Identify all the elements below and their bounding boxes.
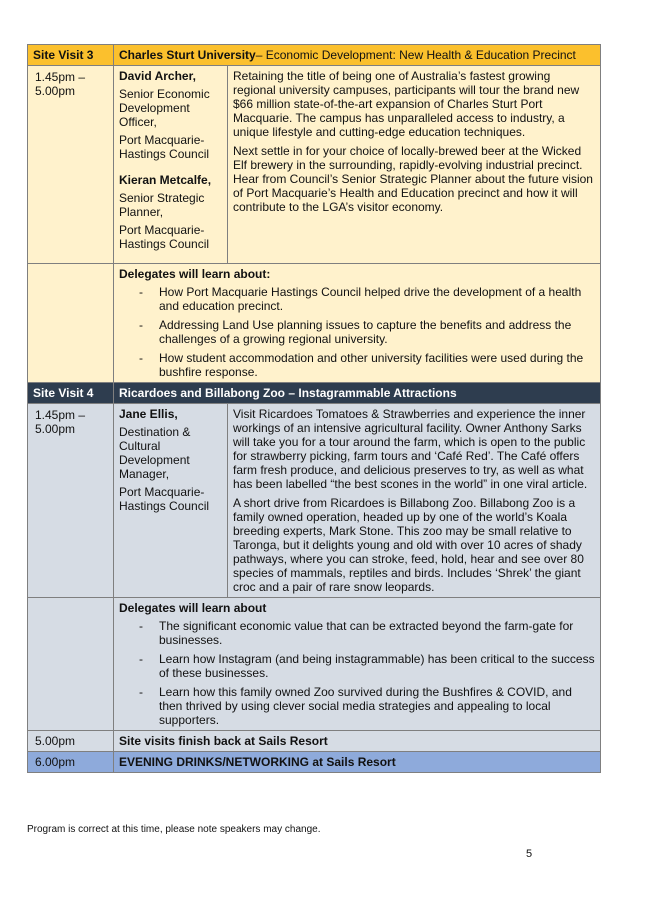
learn-title: Delegates will learn about:	[119, 267, 271, 281]
finish-time: 5.00pm	[28, 731, 114, 752]
speaker-org: Port Macquarie-Hastings Council	[119, 485, 210, 513]
description-paragraph: A short drive from Ricardoes is Billabong Zoo. Billabong Zoo is a family owned operation, headed up by one of the world’s Koala breeding experts, Mark Stone. This zoo may be small relative to Taronga, but it delights young and old with over 10 acres of shady pathways, where you can stroke, feed, hold, hear and see over 80 species of mammals, reptiles and birds. Includes ‘Shrek’ the giant croc and a pair of rare snow leopards.	[233, 496, 584, 594]
speaker-org: Port Macquarie-Hastings Council	[119, 133, 210, 161]
site-visit-3-learn-row	[28, 264, 601, 383]
site-visit-3-time: 1.45pm – 5.00pm	[28, 66, 114, 264]
learn-item: - Learn how this family owned Zoo survived during the Bushfires & COVID, and then thrived by using clever social media strategies and appealing to local supporters.	[139, 685, 595, 727]
speaker-role: Senior Strategic Planner,	[119, 191, 205, 219]
learn-item: - The significant economic value that can be extracted beyond the farm-gate for businesses.	[139, 619, 595, 647]
learn-item: - Addressing Land Use planning issues to capture the benefits and address the challenges of a growing regional university.	[139, 318, 595, 346]
site-visit-4-details	[28, 404, 601, 598]
learn-list	[119, 619, 595, 727]
speaker-org: Port Macquarie-Hastings Council	[119, 223, 210, 251]
site-visit-3-description	[228, 66, 601, 264]
description-paragraph: Retaining the title of being one of Australia’s fastest growing regional university campuses, participants will tour the brand new $66 million state-of-the-art expansion of Charles Sturt Port Macquarie. The campus has unparalleled access to industry, a unique lifestyle and cutting-edge education techniques.	[233, 69, 580, 139]
drinks-text: EVENING DRINKS/NETWORKING at Sails Resort	[114, 752, 601, 773]
site-visit-3-topic: – Economic Development: New Health & Education Precinct	[255, 48, 576, 62]
site-visit-4-description	[228, 404, 601, 598]
site-visit-3-venue: Charles Sturt University	[119, 48, 256, 62]
speaker-role: Senior Economic Development Officer,	[119, 87, 210, 129]
site-visit-4-header	[28, 383, 601, 404]
description-paragraph: Visit Ricardoes Tomatoes & Strawberries and experience the inner workings of an intensive agricultural facility. Owner Anthony Sarks will take you for a tour around the farm, which is open to the public for strawberry picking, farm tours and ‘Café Red’. The Café offers farm fresh produce, and delicious preserves to try, as well as what has been labelled “the best scones in the world” in one viral article.	[233, 407, 588, 491]
site-visit-4-title: Ricardoes and Billabong Zoo – Instagrammable Attractions	[114, 383, 601, 404]
site-visit-3-speakers	[114, 66, 228, 264]
finish-text: Site visits finish back at Sails Resort	[114, 731, 601, 752]
learn-list	[119, 285, 595, 379]
site-visit-3-details	[28, 66, 601, 264]
program-table	[27, 44, 601, 773]
site-visit-4-time: 1.45pm – 5.00pm	[28, 404, 114, 598]
drinks-row	[28, 752, 601, 773]
empty-cell	[28, 264, 114, 383]
learn-item: - How Port Macquarie Hastings Council helped drive the development of a health and education precinct.	[139, 285, 595, 313]
site-visit-3-header	[28, 45, 601, 66]
site-visit-3-title	[114, 45, 601, 66]
site-visit-4-learn	[114, 598, 601, 731]
speaker-name: David Archer,	[119, 69, 196, 83]
speaker-role: Destination & Cultural Development Manager,	[119, 425, 191, 481]
site-visit-4-learn-row	[28, 598, 601, 731]
speaker-name: Kieran Metcalfe,	[119, 173, 212, 187]
description-paragraph: Next settle in for your choice of locally-brewed beer at the Wicked Elf brewery in the surrounding, rapidly-evolving industrial precinct. Hear from Council’s Senior Strategic Planner about the future vision of Port Macquarie’s Health and Education precinct and how it will contribute to the LGA’s visitor economy.	[233, 144, 593, 214]
site-visit-4-speakers	[114, 404, 228, 598]
site-visit-3-learn	[114, 264, 601, 383]
finish-row	[28, 731, 601, 752]
learn-title: Delegates will learn about	[119, 601, 267, 615]
empty-cell	[28, 598, 114, 731]
speaker-name: Jane Ellis,	[119, 407, 178, 421]
footer-note: Program is correct at this time, please note speakers may change.	[27, 824, 321, 835]
page-number: 5	[526, 848, 533, 860]
site-visit-4-label: Site Visit 4	[28, 383, 114, 404]
site-visit-3-label: Site Visit 3	[28, 45, 114, 66]
learn-item: - How student accommodation and other university facilities were used during the bushfire response.	[139, 351, 595, 379]
drinks-time: 6.00pm	[28, 752, 114, 773]
learn-item: - Learn how Instagram (and being instagrammable) has been critical to the success of these businesses.	[139, 652, 595, 680]
